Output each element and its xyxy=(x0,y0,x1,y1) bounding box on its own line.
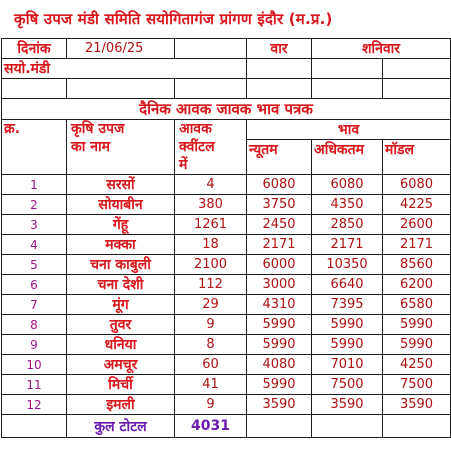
arrival-header-line3: में xyxy=(179,157,188,173)
arrival-header-line1: आवक xyxy=(179,121,212,137)
table-row xyxy=(2,195,451,215)
day-value: शनिवार xyxy=(312,39,451,59)
table-row xyxy=(2,315,451,335)
crop-name-cell: मूंग xyxy=(67,295,175,315)
crop-name-cell: चना देशी xyxy=(67,275,175,295)
crop-header-line1: कृषि उपज xyxy=(71,121,125,137)
max-price-cell: 10350 xyxy=(312,255,383,275)
market-name: सयो.मंडी xyxy=(2,59,247,79)
empty-cell xyxy=(2,79,67,99)
empty-cell xyxy=(383,415,451,438)
arrival-qty-cell: 60 xyxy=(175,355,247,375)
modal-price-cell: 6580 xyxy=(383,295,451,315)
serial-cell: 9 xyxy=(2,335,67,355)
table-row xyxy=(2,275,451,295)
sheet-title: कृषि उपज मंडी समिति सयोगितागंज प्रांगण इंदौर (म.प्र.) xyxy=(14,10,333,28)
serial-cell: 3 xyxy=(2,215,67,235)
crop-name-cell: इमली xyxy=(67,395,175,415)
arrival-qty-cell: 112 xyxy=(175,275,247,295)
price-header: भाव xyxy=(247,120,451,140)
empty-cell xyxy=(247,415,312,438)
modal-price-cell: 5990 xyxy=(383,315,451,335)
min-price-cell: 3000 xyxy=(247,275,312,295)
arrival-qty-cell: 8 xyxy=(175,335,247,355)
empty-cell xyxy=(312,59,383,79)
arrival-qty-cell: 29 xyxy=(175,295,247,315)
serial-cell: 2 xyxy=(2,195,67,215)
crop-name-cell: तुवर xyxy=(67,315,175,335)
modal-price-cell: 3590 xyxy=(383,395,451,415)
min-price-cell: 4310 xyxy=(247,295,312,315)
min-price-cell: 5990 xyxy=(247,315,312,335)
total-row xyxy=(2,415,451,438)
modal-price-cell: 4250 xyxy=(383,355,451,375)
modal-price-cell: 2600 xyxy=(383,215,451,235)
serial-cell: 10 xyxy=(2,355,67,375)
max-price-cell: 4350 xyxy=(312,195,383,215)
crop-name-cell: धनिया xyxy=(67,335,175,355)
table-title-row xyxy=(2,99,451,120)
serial-cell: 8 xyxy=(2,315,67,335)
crop-name-cell: चना काबुली xyxy=(67,255,175,275)
empty-cell xyxy=(383,59,451,79)
max-price-cell: 7395 xyxy=(312,295,383,315)
empty-cell xyxy=(383,79,451,99)
arrival-qty-cell: 4 xyxy=(175,175,247,195)
date-row xyxy=(2,39,451,59)
max-price-cell: 6640 xyxy=(312,275,383,295)
arrival-qty-cell: 9 xyxy=(175,315,247,335)
crop-name-cell: मिर्ची xyxy=(67,375,175,395)
min-price-cell: 6080 xyxy=(247,175,312,195)
max-price-cell: 7500 xyxy=(312,375,383,395)
serial-cell: 4 xyxy=(2,235,67,255)
blank-row xyxy=(2,79,451,99)
arrival-header-line2: क्वींटल xyxy=(179,139,215,155)
modal-price-cell: 6200 xyxy=(383,275,451,295)
total-label: कुल टोटल xyxy=(67,415,175,438)
empty-cell xyxy=(67,79,175,99)
crop-header-line2: का नाम xyxy=(71,139,111,155)
date-label: दिनांक xyxy=(2,39,67,59)
table-row xyxy=(2,295,451,315)
column-header-row xyxy=(2,120,451,140)
table-row xyxy=(2,215,451,235)
empty-cell xyxy=(175,79,247,99)
table-row xyxy=(2,235,451,255)
max-price-cell: 5990 xyxy=(312,335,383,355)
table-row xyxy=(2,255,451,275)
max-price-cell: 2171 xyxy=(312,235,383,255)
modal-header: मॉडल xyxy=(383,140,451,175)
crop-name-cell: सरसों xyxy=(67,175,175,195)
max-price-cell: 6080 xyxy=(312,175,383,195)
table-row xyxy=(2,335,451,355)
table-row xyxy=(2,355,451,375)
date-value: 21/06/25 xyxy=(67,39,175,59)
data-rows xyxy=(2,175,451,415)
modal-price-cell: 8560 xyxy=(383,255,451,275)
min-price-cell: 6000 xyxy=(247,255,312,275)
arrival-qty-cell: 9 xyxy=(175,395,247,415)
market-row xyxy=(2,59,451,79)
empty-cell xyxy=(175,39,247,59)
serial-cell: 7 xyxy=(2,295,67,315)
arrival-qty-cell: 18 xyxy=(175,235,247,255)
max-price-cell: 2850 xyxy=(312,215,383,235)
min-price-cell: 5990 xyxy=(247,375,312,395)
crop-name-cell: गेंहू xyxy=(67,215,175,235)
arrival-qty-cell: 1261 xyxy=(175,215,247,235)
empty-cell xyxy=(312,415,383,438)
min-price-cell: 5990 xyxy=(247,335,312,355)
min-price-cell: 3590 xyxy=(247,395,312,415)
max-price-cell: 7010 xyxy=(312,355,383,375)
serial-cell: 5 xyxy=(2,255,67,275)
serial-cell: 6 xyxy=(2,275,67,295)
modal-price-cell: 6080 xyxy=(383,175,451,195)
day-label: वार xyxy=(247,39,312,59)
crop-name-cell: मक्का xyxy=(67,235,175,255)
empty-cell xyxy=(2,415,67,438)
serial-cell: 12 xyxy=(2,395,67,415)
arrival-header xyxy=(175,120,247,175)
crop-header xyxy=(67,120,175,175)
empty-cell xyxy=(247,79,312,99)
min-price-cell: 3750 xyxy=(247,195,312,215)
min-price-cell: 4080 xyxy=(247,355,312,375)
price-table xyxy=(1,38,451,438)
max-price-cell: 5990 xyxy=(312,315,383,335)
modal-price-cell: 4225 xyxy=(383,195,451,215)
crop-name-cell: अमचूर xyxy=(67,355,175,375)
empty-cell xyxy=(312,79,383,99)
min-price-cell: 2450 xyxy=(247,215,312,235)
table-row xyxy=(2,395,451,415)
min-header: न्यूतम xyxy=(247,140,312,175)
serial-header: क्र. xyxy=(2,120,67,175)
modal-price-cell: 5990 xyxy=(383,335,451,355)
min-price-cell: 2171 xyxy=(247,235,312,255)
table-title: दैनिक आवक जावक भाव पत्रक xyxy=(2,99,451,120)
arrival-qty-cell: 2100 xyxy=(175,255,247,275)
modal-price-cell: 7500 xyxy=(383,375,451,395)
arrival-qty-cell: 41 xyxy=(175,375,247,395)
table-row xyxy=(2,375,451,395)
serial-cell: 11 xyxy=(2,375,67,395)
max-price-cell: 3590 xyxy=(312,395,383,415)
modal-price-cell: 2171 xyxy=(383,235,451,255)
crop-name-cell: सोयाबीन xyxy=(67,195,175,215)
max-header: अधिकतम xyxy=(312,140,383,175)
table-row xyxy=(2,175,451,195)
arrival-qty-cell: 380 xyxy=(175,195,247,215)
serial-cell: 1 xyxy=(2,175,67,195)
empty-cell xyxy=(247,59,312,79)
total-value: 4031 xyxy=(175,415,247,438)
